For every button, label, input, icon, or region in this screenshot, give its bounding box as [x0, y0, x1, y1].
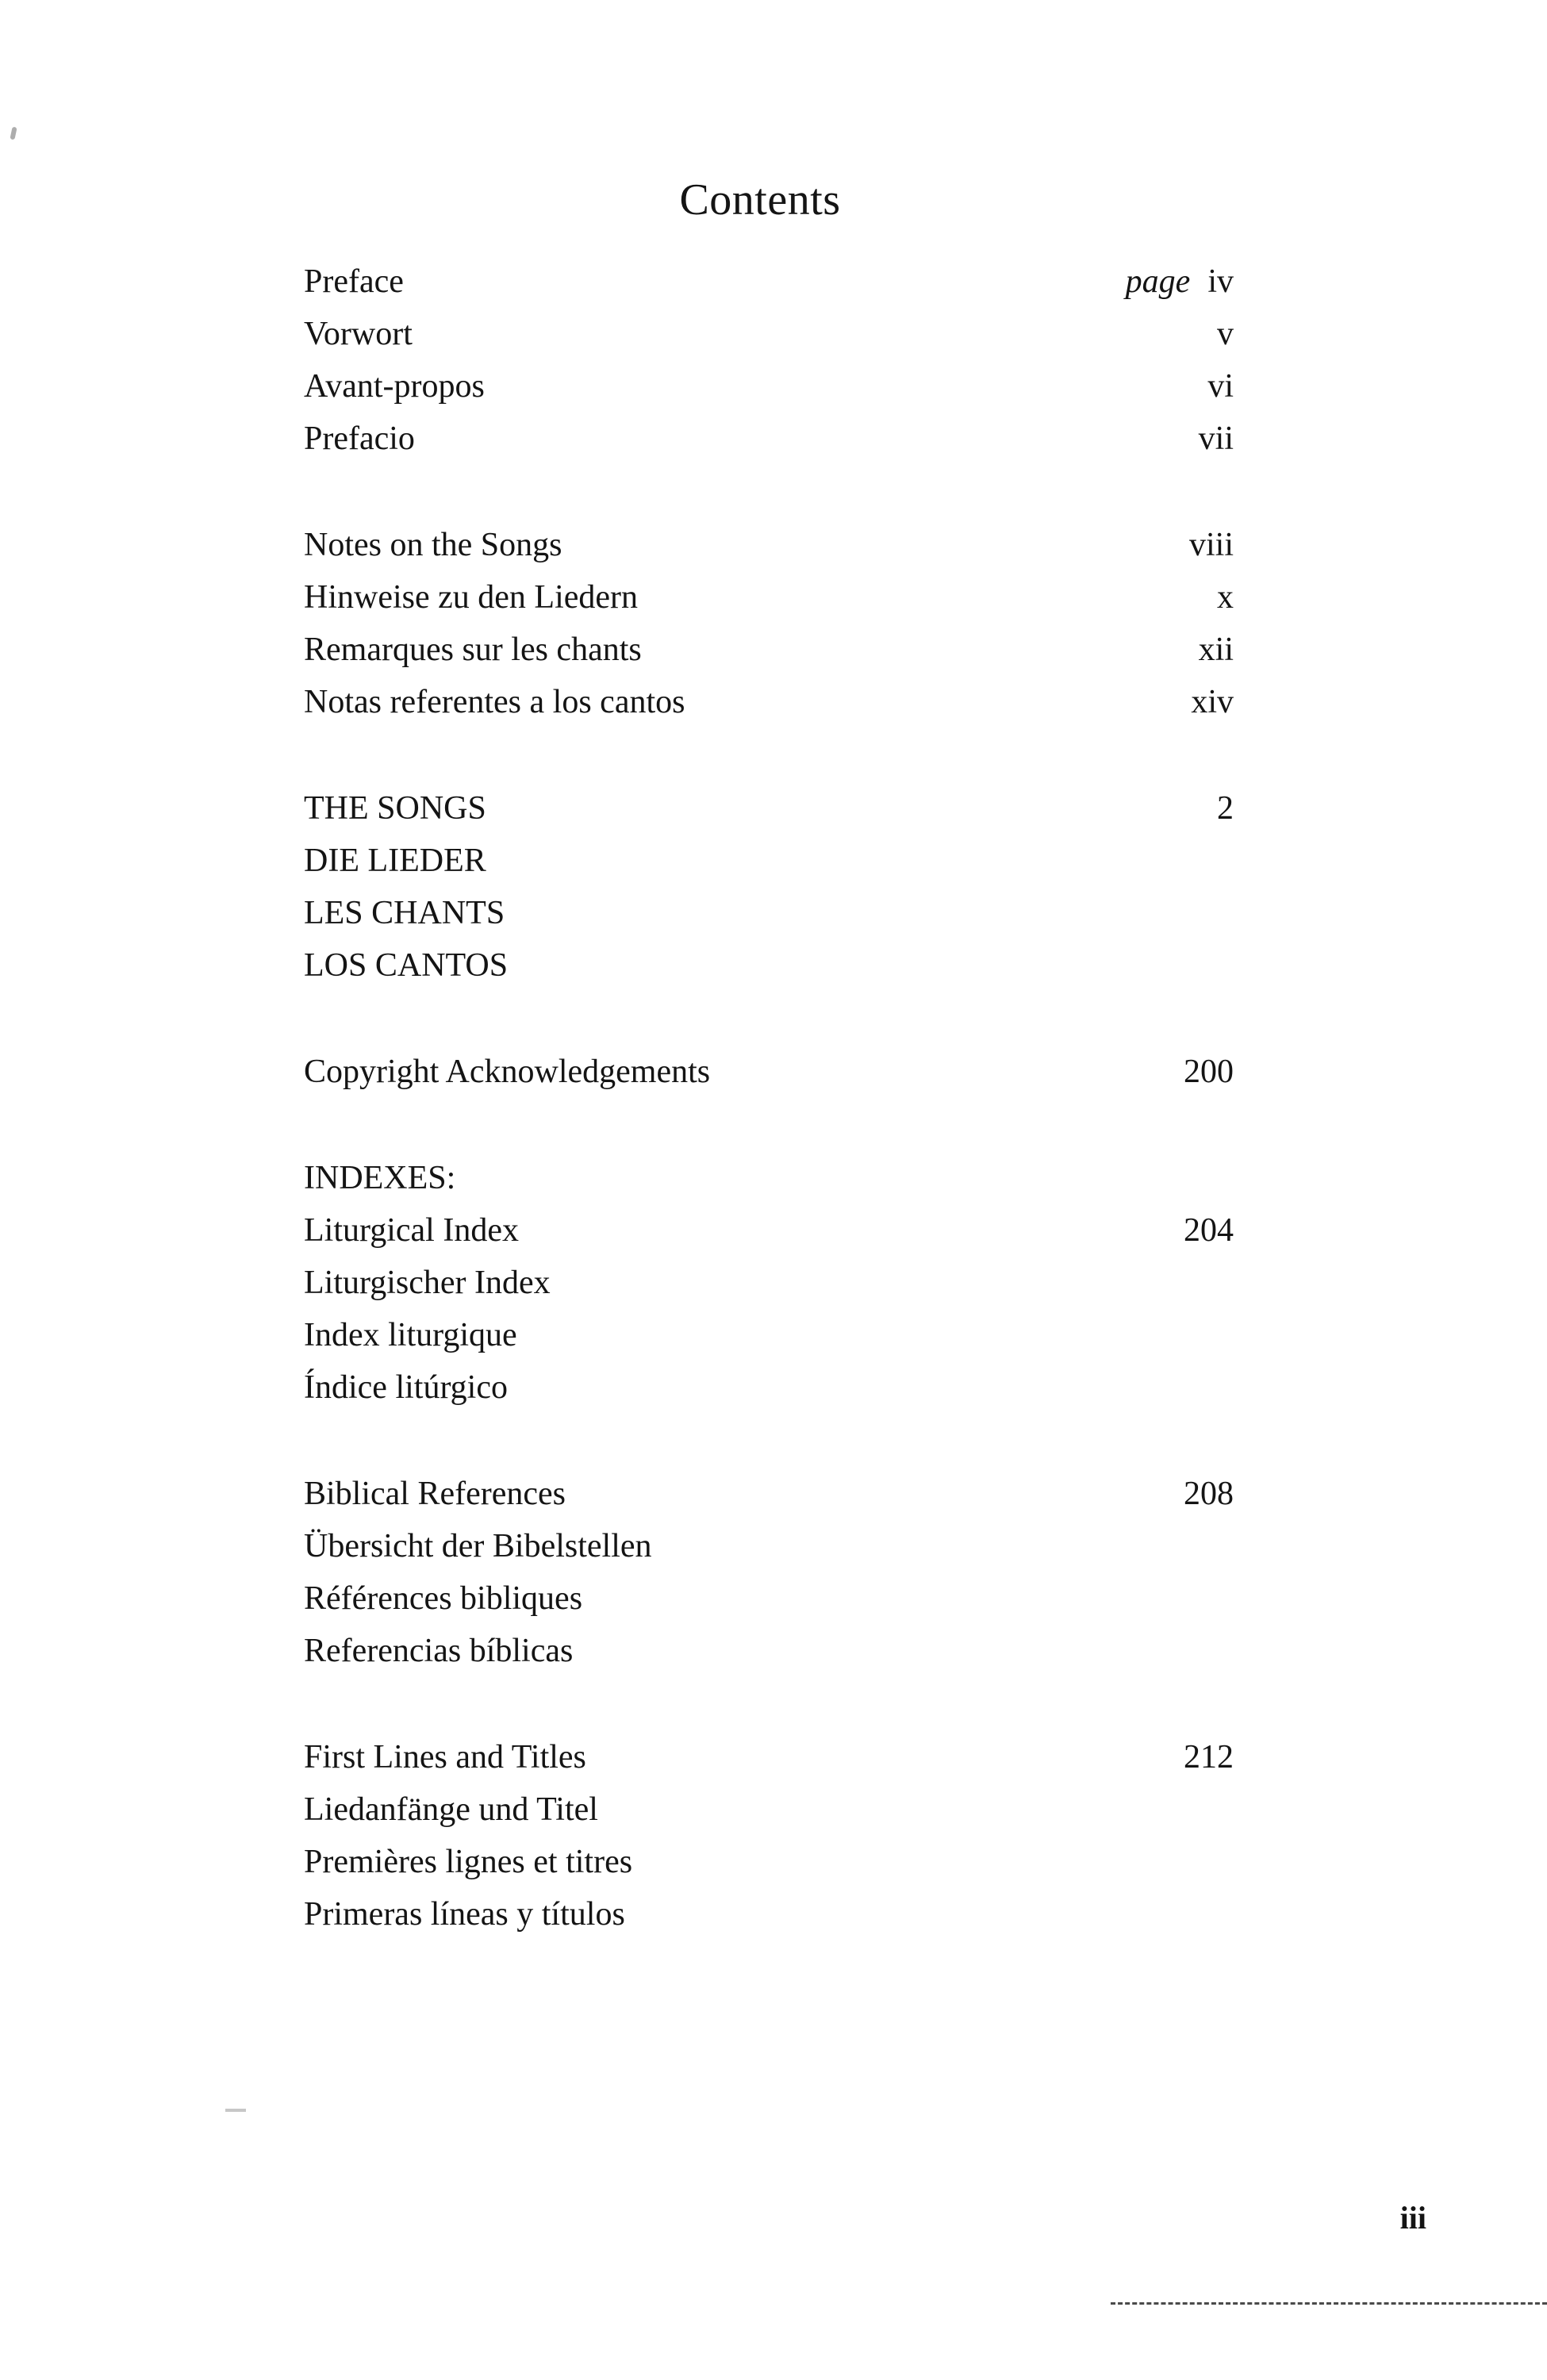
toc-entry	[304, 1731, 1234, 1783]
toc-entry-page: 204	[1184, 1212, 1234, 1249]
toc-entry	[304, 308, 1234, 360]
toc-entry	[304, 360, 1234, 413]
toc-entry	[304, 835, 1234, 887]
toc-entry-page: viii	[1188, 527, 1234, 563]
toc-entry-page-cell	[1126, 255, 1234, 308]
toc-entry-label: Notas referentes a los cantos	[304, 684, 685, 720]
toc-group	[304, 1152, 1234, 1414]
toc-entry-page: xii	[1198, 631, 1234, 668]
toc-entry-label: Preface	[304, 263, 404, 300]
toc-entry-page-cell	[1184, 1468, 1234, 1520]
toc-entry-page: x	[1217, 579, 1234, 616]
toc-entry-page-cell	[1199, 413, 1234, 465]
toc-entry-label: THE SONGS	[304, 790, 486, 827]
toc-group	[304, 255, 1234, 465]
toc-entry-page-cell	[1189, 519, 1234, 571]
toc-entry-label: Références bibliques	[304, 1580, 583, 1617]
toc-entry	[304, 519, 1234, 571]
toc-entry	[304, 887, 1234, 939]
toc-entry-page: iv	[1207, 263, 1234, 300]
toc-entry-label: Notes on the Songs	[304, 527, 562, 563]
toc-entry-page: vi	[1207, 368, 1234, 405]
toc-entry-page-cell	[1199, 624, 1234, 676]
toc-entry-label: Avant-propos	[304, 368, 485, 405]
scan-artifact	[10, 127, 17, 140]
toc-entry-label: Hinweise zu den Liedern	[304, 579, 639, 616]
toc-entry-label: Remarques sur les chants	[304, 631, 642, 668]
toc-entry-page: xiv	[1191, 684, 1234, 720]
toc-entry	[304, 939, 1234, 992]
toc-entry-label: INDEXES:	[304, 1160, 456, 1196]
toc-entry	[304, 1204, 1234, 1257]
scan-artifact	[225, 2109, 246, 2112]
toc-entry-label: LES CHANTS	[304, 895, 505, 931]
toc-entry	[304, 676, 1234, 728]
toc-entry-page-cell	[1184, 1046, 1234, 1098]
bottom-dashed-line	[1111, 2302, 1547, 2305]
toc-entry	[304, 1309, 1234, 1361]
toc-entry	[304, 1888, 1234, 1940]
toc-entry-page: 2	[1217, 790, 1234, 827]
toc-entry-page-cell	[1191, 676, 1234, 728]
toc-entry	[304, 782, 1234, 835]
toc-entry-page: v	[1217, 316, 1234, 352]
toc-entry	[304, 1836, 1234, 1888]
toc-entry	[304, 1046, 1234, 1098]
toc-entry-label: Premières lignes et titres	[304, 1844, 633, 1880]
toc-entry-label: First Lines and Titles	[304, 1739, 586, 1775]
footer-page-number: iii	[1399, 2200, 1426, 2236]
toc-entry-label: Vorwort	[304, 316, 413, 352]
toc-entry-page: 200	[1184, 1054, 1234, 1090]
toc-entry-page: 208	[1184, 1476, 1234, 1512]
toc-group	[304, 782, 1234, 992]
toc-entry-label: Liedanfänge und Titel	[304, 1791, 598, 1828]
toc-entry	[304, 255, 1234, 308]
toc	[304, 255, 1234, 1994]
toc-entry-page-cell	[1207, 360, 1234, 413]
toc-entry	[304, 624, 1234, 676]
toc-entry	[304, 1572, 1234, 1625]
toc-group	[304, 1468, 1234, 1677]
toc-entry-label: Index liturgique	[304, 1317, 517, 1353]
toc-entry-page-cell	[1217, 308, 1234, 360]
toc-entry	[304, 413, 1234, 465]
toc-entry	[304, 1361, 1234, 1414]
toc-entry-label: Índice litúrgico	[304, 1369, 508, 1406]
toc-group	[304, 1046, 1234, 1098]
toc-entry-page-cell	[1217, 571, 1234, 624]
toc-entry-page-cell	[1217, 782, 1234, 835]
toc-entry-label: Copyright Acknowledgements	[304, 1054, 711, 1090]
toc-entry	[304, 1468, 1234, 1520]
toc-entry	[304, 1257, 1234, 1309]
toc-group	[304, 1731, 1234, 1940]
toc-entry-page-cell	[1184, 1204, 1234, 1257]
toc-entry-label: Prefacio	[304, 420, 415, 457]
toc-entry-label: Primeras líneas y títulos	[304, 1896, 625, 1933]
toc-entry	[304, 1152, 1234, 1204]
toc-entry	[304, 1625, 1234, 1677]
toc-entry-label: Liturgical Index	[304, 1212, 519, 1249]
toc-entry-label: Referencias bíblicas	[304, 1633, 574, 1669]
toc-entry-page-cell	[1184, 1731, 1234, 1783]
toc-entry	[304, 571, 1234, 624]
toc-entry	[304, 1783, 1234, 1836]
toc-entry-label: Übersicht der Bibelstellen	[304, 1528, 652, 1564]
toc-group	[304, 519, 1234, 728]
toc-entry-page: vii	[1198, 420, 1234, 457]
toc-entry-label: DIE LIEDER	[304, 843, 486, 879]
toc-entry-page: 212	[1184, 1739, 1234, 1775]
toc-entry-label: Biblical References	[304, 1476, 566, 1512]
toc-entry	[304, 1520, 1234, 1572]
toc-entry-label: Liturgischer Index	[304, 1265, 551, 1301]
page-title: Contents	[679, 175, 841, 225]
toc-entry-label: LOS CANTOS	[304, 947, 509, 984]
page-word: page	[1125, 263, 1191, 300]
